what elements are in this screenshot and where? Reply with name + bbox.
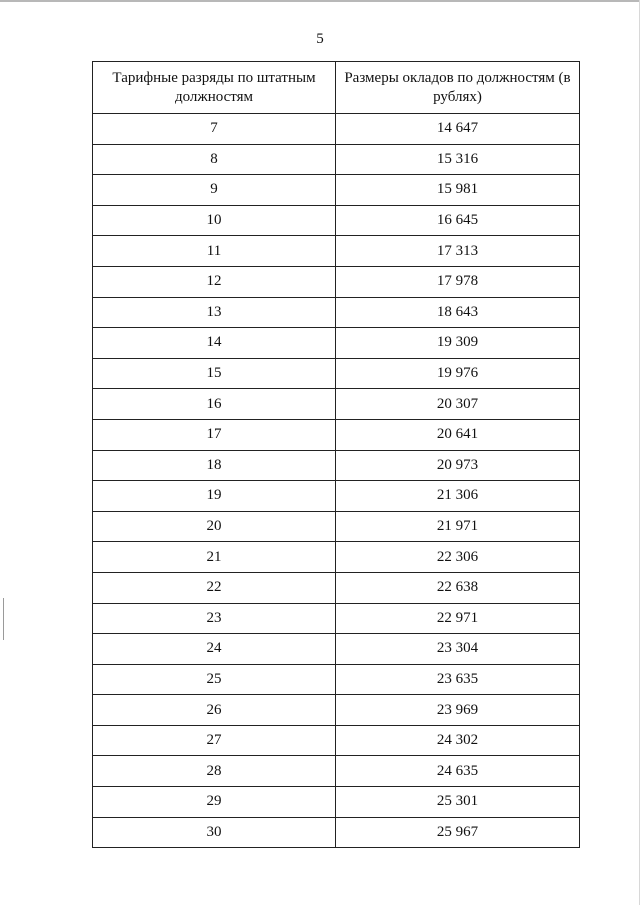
cell-salary: 23 635 [336, 664, 580, 695]
table-row [93, 664, 580, 695]
cell-grade: 18 [93, 450, 336, 481]
cell-salary: 21 306 [336, 481, 580, 512]
cell-salary: 15 316 [336, 144, 580, 175]
cell-salary: 24 302 [336, 725, 580, 756]
table-row [93, 297, 580, 328]
cell-grade: 27 [93, 725, 336, 756]
cell-grade: 22 [93, 572, 336, 603]
cell-grade: 13 [93, 297, 336, 328]
scan-mark [3, 598, 4, 640]
cell-salary: 17 978 [336, 266, 580, 297]
table-row [93, 266, 580, 297]
cell-salary: 23 304 [336, 634, 580, 665]
cell-salary: 22 971 [336, 603, 580, 634]
cell-grade: 15 [93, 358, 336, 389]
cell-grade: 11 [93, 236, 336, 267]
table-row [93, 358, 580, 389]
cell-grade: 30 [93, 817, 336, 848]
cell-grade: 16 [93, 389, 336, 420]
cell-grade: 10 [93, 205, 336, 236]
table-row [93, 634, 580, 665]
table-body [93, 114, 580, 848]
cell-salary: 25 301 [336, 787, 580, 818]
table-row [93, 114, 580, 145]
cell-salary: 20 307 [336, 389, 580, 420]
table-row [93, 419, 580, 450]
table-row [93, 450, 580, 481]
cell-grade: 21 [93, 542, 336, 573]
header-grade: Тарифные разряды по штатным должностям [93, 62, 336, 114]
cell-salary: 19 976 [336, 358, 580, 389]
cell-grade: 28 [93, 756, 336, 787]
table-row [93, 817, 580, 848]
table-row [93, 511, 580, 542]
cell-salary: 20 973 [336, 450, 580, 481]
cell-salary: 17 313 [336, 236, 580, 267]
table-row [93, 144, 580, 175]
salary-table [92, 61, 580, 848]
table-header-row [93, 62, 580, 114]
table-row [93, 175, 580, 206]
table-row [93, 756, 580, 787]
cell-salary: 22 638 [336, 572, 580, 603]
cell-grade: 17 [93, 419, 336, 450]
table-row [93, 236, 580, 267]
table-row [93, 328, 580, 359]
cell-salary: 20 641 [336, 419, 580, 450]
table-row [93, 695, 580, 726]
table-row [93, 389, 580, 420]
cell-grade: 8 [93, 144, 336, 175]
cell-salary: 18 643 [336, 297, 580, 328]
cell-salary: 14 647 [336, 114, 580, 145]
cell-grade: 29 [93, 787, 336, 818]
cell-grade: 14 [93, 328, 336, 359]
header-salary: Размеры окладов по должностям (в рублях) [336, 62, 580, 114]
table-row [93, 542, 580, 573]
cell-grade: 20 [93, 511, 336, 542]
cell-grade: 19 [93, 481, 336, 512]
table-row [93, 603, 580, 634]
table-row [93, 205, 580, 236]
table-row [93, 725, 580, 756]
cell-grade: 12 [93, 266, 336, 297]
cell-salary: 25 967 [336, 817, 580, 848]
cell-salary: 22 306 [336, 542, 580, 573]
table-row [93, 481, 580, 512]
cell-salary: 24 635 [336, 756, 580, 787]
cell-salary: 21 971 [336, 511, 580, 542]
cell-grade: 25 [93, 664, 336, 695]
cell-salary: 19 309 [336, 328, 580, 359]
cell-salary: 16 645 [336, 205, 580, 236]
cell-salary: 23 969 [336, 695, 580, 726]
page-edge-top [0, 0, 640, 2]
cell-grade: 9 [93, 175, 336, 206]
table-row [93, 787, 580, 818]
table-row [93, 572, 580, 603]
cell-grade: 23 [93, 603, 336, 634]
cell-grade: 24 [93, 634, 336, 665]
cell-grade: 26 [93, 695, 336, 726]
cell-salary: 15 981 [336, 175, 580, 206]
cell-grade: 7 [93, 114, 336, 145]
page-number: 5 [316, 31, 324, 47]
